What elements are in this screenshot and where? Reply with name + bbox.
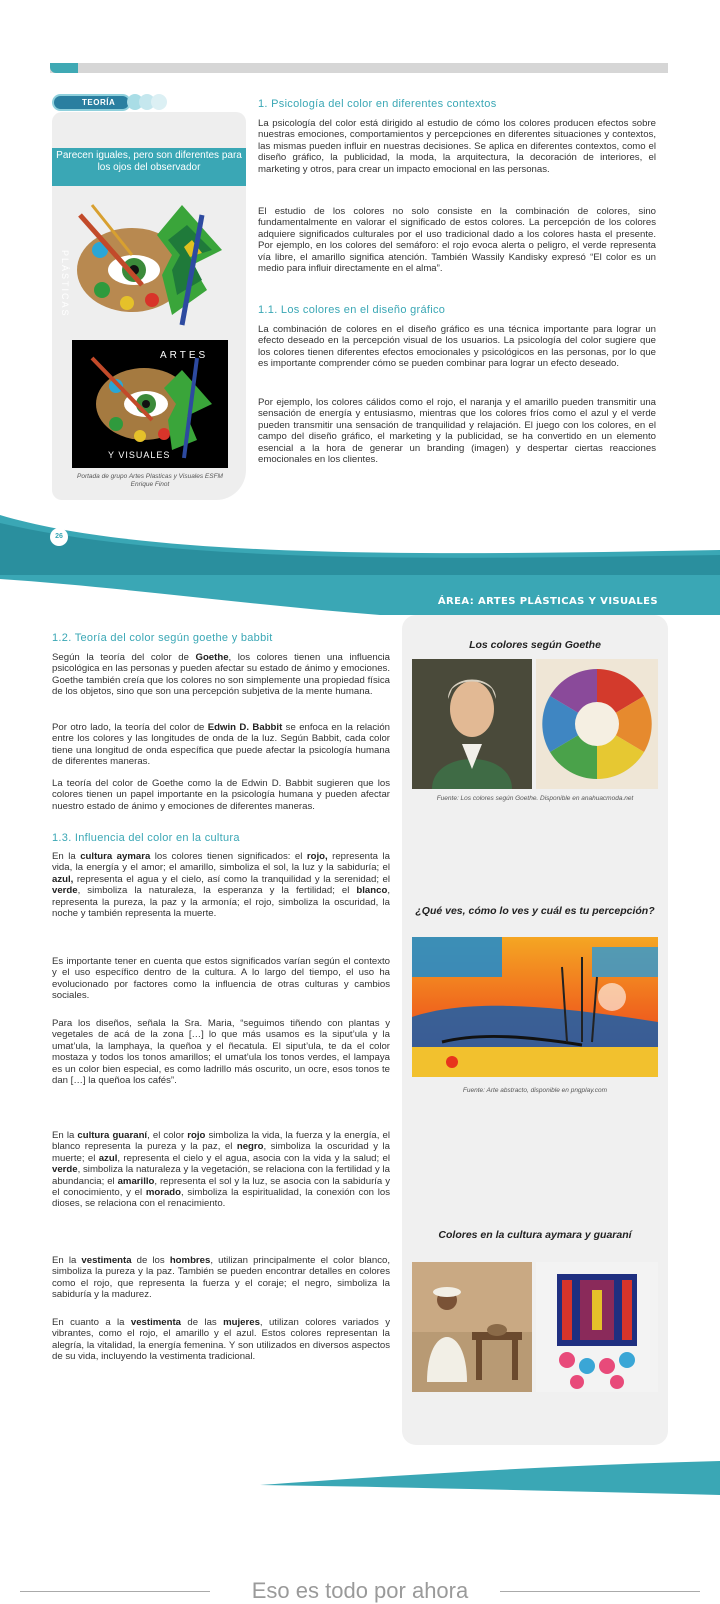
footer-wave [0, 515, 720, 575]
art2-top-text: ARTES [160, 350, 209, 361]
footer-wave [0, 1455, 720, 1525]
art-palette-eye-image [72, 195, 228, 335]
paragraph: El estudio de los colores no solo consiste en la combinación de colores, sino fundamentalmente en valorar el significado de estos colores. La percepción de los colores adquiere significados culturales por el uso tradicional dado a los colores hasta el presente. Por ejemplo, en los colores del semáforo: el rojo evoca alerta o peligro, el verde representa vía libre, el amarillo significa atención. También Wassily Kandisky expresó “El color es un medio para influir directamente en el alma”. [258, 206, 656, 275]
top-scroll-strip [50, 63, 668, 73]
paragraph: Es importante tener en cuenta que estos significados varían según el contexto y el uso específico dentro de la cultura. A lo largo del tiempo, el uso ha evolucionado por factores como la influencia de otras culturas y cambios sociales. [52, 956, 390, 1002]
figure-3-title: Colores en la cultura aymara y guaraní [438, 1229, 632, 1241]
paragraph: Por ejemplo, los colores cálidos como el rojo, el naranja y el amarillo pueden transmitir una sensación de energía y entusiasmo, mientras que los colores fríos como el azul y el verde pueden transmitir una sensación de tranquilidad y relajación. El juego con los colores, en el campo del diseño gráfico, el marketing y la publicidad, se ha convertido en un elemento esencial a la hora de generar un branding (imagen) y despertar ciertas reacciones emocionales en los clientes. [258, 397, 656, 466]
paragraph: La psicología del color está dirigido al estudio de cómo los colores producen efectos sobre nuestras emociones, comportamientos y percepciones en diferentes situaciones y contextos, las mismas pueden influir en nuestras decisiones. Se aplica en diferentes contextos, como el diseño gráfico, la publicidad, la moda, la arquitectura, la decoración de interiores, el marketing y otros, para crear un impacto emocional en las personas. [258, 118, 656, 175]
section-1-title: 1. Psicología del color en diferentes contextos [258, 98, 497, 110]
figure-2-title: ¿Qué ves, cómo lo ves y cuál es tu percepción? [415, 905, 655, 917]
paragraph: En la cultura guaraní, el color rojo simboliza la vida, la fuerza y la energía, el blanco representa la pureza y la paz, el negro, simboliza la oscuridad y la muerte; el azul, representa el cielo y el agua, asocia con la vida y la salud; el verde, simboliza la naturaleza y la vegetación, se relaciona con la fertilidad y la abundancia; el amarillo, representa el sol y la luz, se asocia con la sabiduría y el conocimiento, y el morado, simboliza la espiritualidad, la conexión con los dioses, se relaciona con el renacimiento. [52, 1130, 390, 1210]
figure-1-title: Los colores según Goethe [469, 639, 601, 651]
paragraph: Para los diseños, señala la Sra. Maria, “seguimos tiñendo con plantas y vegetales de acá de la zona […] lo que más usamos es la siput’ula y la umat’ula, la lamphaya, la queñoa y el ñecatula. El siput’ula, te da el color mostaza y todos los tonos amarillos; el umat’ula los tonos verdes, el lampaya es un color bien especial, es como ladrillo más oscurito, un ocre, esos tonos te dan […] la queñoa los cafés”. [52, 1018, 390, 1087]
goethe-figure [412, 659, 658, 789]
art-caption: Portada de grupo Artes Plasticas y Visuales ESFM Enrique Finot [77, 473, 223, 488]
teoria-tab [52, 94, 167, 110]
area-title: ÁREA: ARTES PLÁSTICAS Y VISUALES [437, 596, 658, 607]
side-banner: Parecen iguales, pero son diferentes para los ojos del observador [52, 148, 246, 186]
decor-dot [151, 94, 167, 110]
art-poster-image [60, 250, 228, 468]
figure-1-caption: Fuente: Los colores según Goethe. Disponible en anahuacmoda.net [436, 795, 634, 802]
teoria-label: TEORÍA [52, 94, 131, 111]
page-number: 26 [50, 528, 68, 546]
aymara-guarani-figure [412, 1262, 658, 1392]
abstract-art-figure [412, 937, 658, 1077]
paragraph: En la cultura aymara los colores tienen significados: el rojo, representa la vida, la energía y el amor; el amarillo, simboliza el sol, la luz y la sabiduría; el azul, representa el agua y el cielo, así como la tranquilidad y la serenidad; el verde, simboliza la naturaleza, la esperanza y la fertilidad; el blanco, representa la pureza, la paz y la armonía; el rojo, simboliza la oscuridad, la noche y también representa la muerte. [52, 851, 390, 920]
end-message: Eso es todo por ahora [251, 1578, 469, 1603]
figure-2-caption: Fuente: Arte abstracto, disponible en pngplay.com [462, 1087, 608, 1094]
section-1-2-title: 1.2. Teoría del color según goethe y babbit [52, 632, 273, 644]
paragraph: Según la teoría del color de Goethe, los colores tienen una influencia psicológica en las personas y pueden afectar su estado de ánimo y emociones. Goethe también creía que los colores no son simplemente una propiedad física de los objetos, sino que son una percepción subjetiva de la mente humana. [52, 652, 390, 698]
paragraph: La combinación de colores en el diseño gráfico es una técnica importante para lograr un efecto deseado en la percepción visual de los usuarios. La psicología del color sugiere que los colores tienen diferentes efectos emocionales y psicológicos en las personas, por lo que es importante comprender cómo se pueden combinar para lograr un efecto deseado. [258, 324, 656, 370]
area-header-band [0, 575, 720, 615]
page-27 [0, 575, 720, 1525]
paragraph: La teoría del color de Goethe como la de Edwin D. Babbit sugieren que los colores tienen un papel importante en la psicología humana y pueden afectar nuestro estado de ánimo y emociones de diferentes maneras. [52, 778, 390, 812]
section-1-1-title: 1.1. Los colores en el diseño gráfico [258, 304, 446, 316]
paragraph: En cuanto a la vestimenta de las mujeres, utilizan colores variados y vibrantes, como el rojo, el amarillo y el azul. Estos colores representan la alegría, la vitalidad, la energía femenina. Y son utilizados en diversos aspectos de su vida, incluyendo la vestimenta tradicional. [52, 1317, 390, 1363]
section-1-3-title: 1.3. Influencia del color en la cultura [52, 832, 240, 844]
paragraph: Por otro lado, la teoría del color de Edwin D. Babbit se enfoca en la relación entre los colores y las longitudes de onda de la luz. Según Babbit, cada color tiene una longitud de onda específica que puede afectar la psicología humana de diferentes maneras. [52, 722, 390, 768]
art2-bottom-text: Y VISUALES [108, 450, 171, 460]
page-26 [0, 0, 720, 575]
paragraph: En la vestimenta de los hombres, utilizan principalmente el color blanco, simboliza la pureza y la paz. También se pueden encontrar detalles en colores como el rojo, que representa la fuerza y el coraje; el negro, simboliza la sabiduría y la madurez. [52, 1255, 390, 1301]
art2-left-text: PLÁSTICAS [60, 250, 70, 318]
top-strip-tab [50, 63, 78, 73]
